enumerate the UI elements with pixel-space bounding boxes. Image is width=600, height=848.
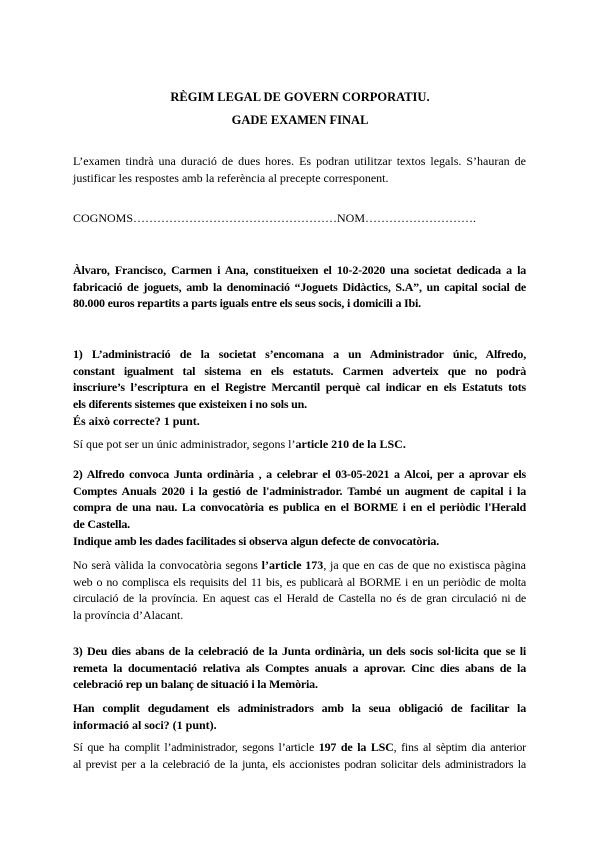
answer-1 bbox=[73, 436, 526, 453]
document-title: RÈGIM LEGAL DE GOVERN CORPORATIU. bbox=[170, 90, 430, 104]
case-line: fabricació de joguets, amb la denominació “Joguets Didàctics, S.A”, un capital social de bbox=[73, 279, 526, 294]
answer-3 bbox=[73, 739, 526, 772]
answer-reference: l’article 173 bbox=[261, 558, 324, 572]
question-line: celebració rep un balanç de situació i la Memòria. bbox=[73, 677, 318, 691]
question-line: 1) L’administració de la societat s’encomana a un Administrador únic, Alfredo, bbox=[73, 347, 526, 361]
question-line: inscriure’s l’escriptura en el Registre Mercantil perquè cal indicar en els Estatuts tots bbox=[73, 380, 526, 394]
answer-text: , ja que en cas de que no existisca pàgina bbox=[323, 558, 526, 572]
name-fill-line: COGNOMS……………………………………………NOM………………………. bbox=[73, 211, 477, 225]
answer-reference: article 210 de la LSC. bbox=[295, 437, 406, 451]
question-line: Comptes Anuals 2020 i la gestió de l'administrador. També un augment de capital i la bbox=[73, 483, 526, 498]
question-3 bbox=[73, 643, 526, 693]
answer-text: , fins al sèptim dia anterior bbox=[393, 740, 526, 754]
answer-line: circulació de la província. En aquest cas el Herald de Castella no és de gran circulació ni de bbox=[73, 591, 526, 605]
document-subtitle: GADE EXAMEN FINAL bbox=[231, 113, 369, 127]
question-2 bbox=[73, 466, 526, 532]
answer-line: al previst per a la celebració de la junta, els accionistes podran solicitar dels administradors la bbox=[73, 756, 526, 771]
intro-paragraph bbox=[73, 153, 526, 186]
question-line: informació al soci? (1 punt). bbox=[73, 717, 217, 732]
answer-text: Sí que pot ser un únic administrador, segons l’ bbox=[73, 437, 296, 451]
question-line: de Castella. bbox=[73, 516, 130, 531]
question-line: remeta la documentació relativa als Comptes anuals a aprovar. Cinc dies abans de la bbox=[73, 660, 526, 675]
intro-line: justificar les respostes amb la referència al precepte corresponent. bbox=[73, 170, 389, 185]
question-line: 3) Deu dies abans de la celebració de la Junta ordinària, un dels socis sol·licita que se li bbox=[73, 644, 526, 658]
answer-line: web o no complisca els requisits del 11 bis, es publicarà al BORME i en un periòdic de molta bbox=[73, 574, 526, 589]
answer-reference: 197 de la LSC bbox=[318, 740, 394, 754]
answer-line: la província d’Alacant. bbox=[73, 607, 184, 622]
answer-2 bbox=[73, 557, 526, 623]
question-line: 2) Alfredo convoca Junta ordinària , a celebrar el 03-05-2021 a Alcoi, per a aprovar els bbox=[73, 467, 526, 481]
intro-line: L’examen tindrà una duració de dues hores. Es podran utilitzar textos legals. S’hauran de bbox=[73, 154, 526, 168]
question-line: els diferents sistemes que existeixen i no sols un. bbox=[73, 396, 307, 411]
question-line: compra de una nau. La convocatòria es publica en el BORME i en el periòdic l'Herald bbox=[73, 500, 526, 514]
question-1-ask: És això correcte? 1 punt. bbox=[73, 414, 200, 428]
question-1 bbox=[73, 346, 526, 412]
question-line: constant igualment tal sistema en els estatuts. Carmen adverteix que no podrà bbox=[73, 363, 526, 378]
answer-text: No serà vàlida la convocatòria segons bbox=[73, 558, 262, 572]
question-2-ask: Indique amb les dades facilitades si observa algun defecte de convocatòria. bbox=[73, 534, 439, 548]
case-statement bbox=[73, 262, 526, 312]
case-line: 80.000 euros repartits a parts iguals entre els seus socis, i domicili a Ibi. bbox=[73, 296, 421, 310]
case-line: Àlvaro, Francisco, Carmen i Ana, constitueixen el 10-2-2020 una societat dedicada a la bbox=[73, 263, 526, 277]
question-3-ask bbox=[73, 700, 526, 733]
answer-text: Sí que ha complit l’administrador, segons l’article bbox=[73, 740, 319, 754]
question-line: Han complit degudament els administradors amb la seua obligació de facilitar la bbox=[73, 701, 526, 715]
